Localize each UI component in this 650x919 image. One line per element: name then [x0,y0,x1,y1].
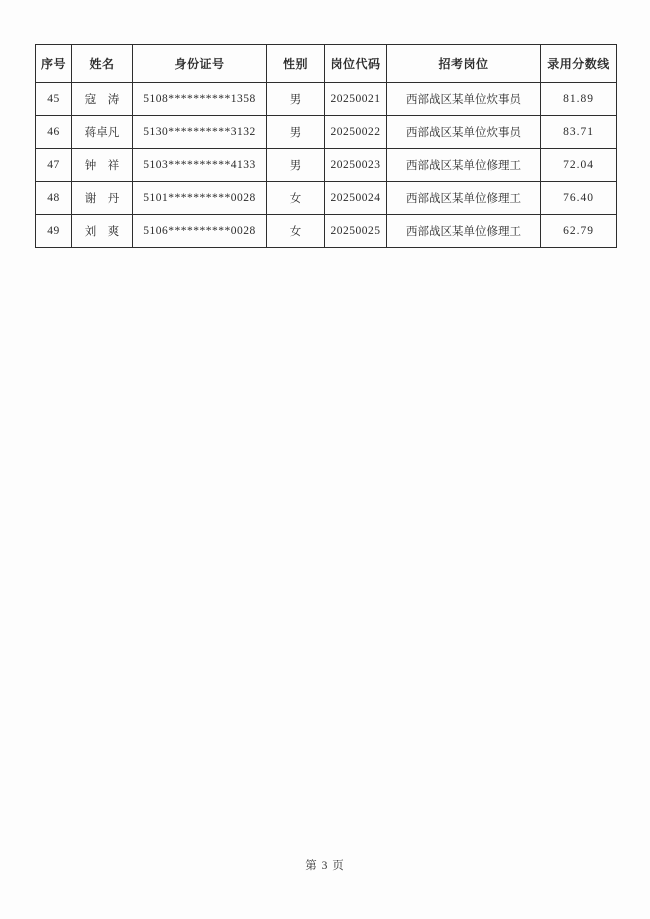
cell-id-number: 5108**********1358 [133,83,267,116]
cell-name: 刘 爽 [72,215,133,248]
cell-gender: 女 [267,182,325,215]
column-header-id-number: 身份证号 [133,45,267,83]
cell-position: 西部战区某单位修理工 [387,149,541,182]
cell-job-code: 20250021 [325,83,387,116]
table-row [36,182,617,215]
recruitment-score-table [35,44,617,248]
cell-id-number: 5106**********0028 [133,215,267,248]
cell-position: 西部战区某单位修理工 [387,182,541,215]
cell-name: 蒋卓凡 [72,116,133,149]
cell-job-code: 20250022 [325,116,387,149]
cell-serial: 49 [36,215,72,248]
column-header-score-line: 录用分数线 [541,45,617,83]
cell-gender: 女 [267,215,325,248]
cell-position: 西部战区某单位炊事员 [387,116,541,149]
table-row [36,116,617,149]
table-row [36,149,617,182]
cell-name: 寇 涛 [72,83,133,116]
column-header-name: 姓名 [72,45,133,83]
cell-score-line: 62.79 [541,215,617,248]
cell-gender: 男 [267,116,325,149]
cell-score-line: 76.40 [541,182,617,215]
cell-serial: 48 [36,182,72,215]
table-row [36,83,617,116]
cell-name: 钟 祥 [72,149,133,182]
cell-id-number: 5130**********3132 [133,116,267,149]
cell-position: 西部战区某单位修理工 [387,215,541,248]
cell-serial: 45 [36,83,72,116]
cell-name: 谢 丹 [72,182,133,215]
cell-id-number: 5101**********0028 [133,182,267,215]
column-header-serial: 序号 [36,45,72,83]
cell-score-line: 72.04 [541,149,617,182]
table-row [36,215,617,248]
cell-job-code: 20250023 [325,149,387,182]
cell-gender: 男 [267,83,325,116]
cell-job-code: 20250024 [325,182,387,215]
page-footer: 第 3 页 [305,860,345,872]
cell-score-line: 83.71 [541,116,617,149]
column-header-job-code: 岗位代码 [325,45,387,83]
cell-position: 西部战区某单位炊事员 [387,83,541,116]
cell-serial: 46 [36,116,72,149]
cell-job-code: 20250025 [325,215,387,248]
cell-gender: 男 [267,149,325,182]
column-header-gender: 性别 [267,45,325,83]
cell-score-line: 81.89 [541,83,617,116]
cell-id-number: 5103**********4133 [133,149,267,182]
column-header-position: 招考岗位 [387,45,541,83]
cell-serial: 47 [36,149,72,182]
table-header-row [36,45,617,83]
